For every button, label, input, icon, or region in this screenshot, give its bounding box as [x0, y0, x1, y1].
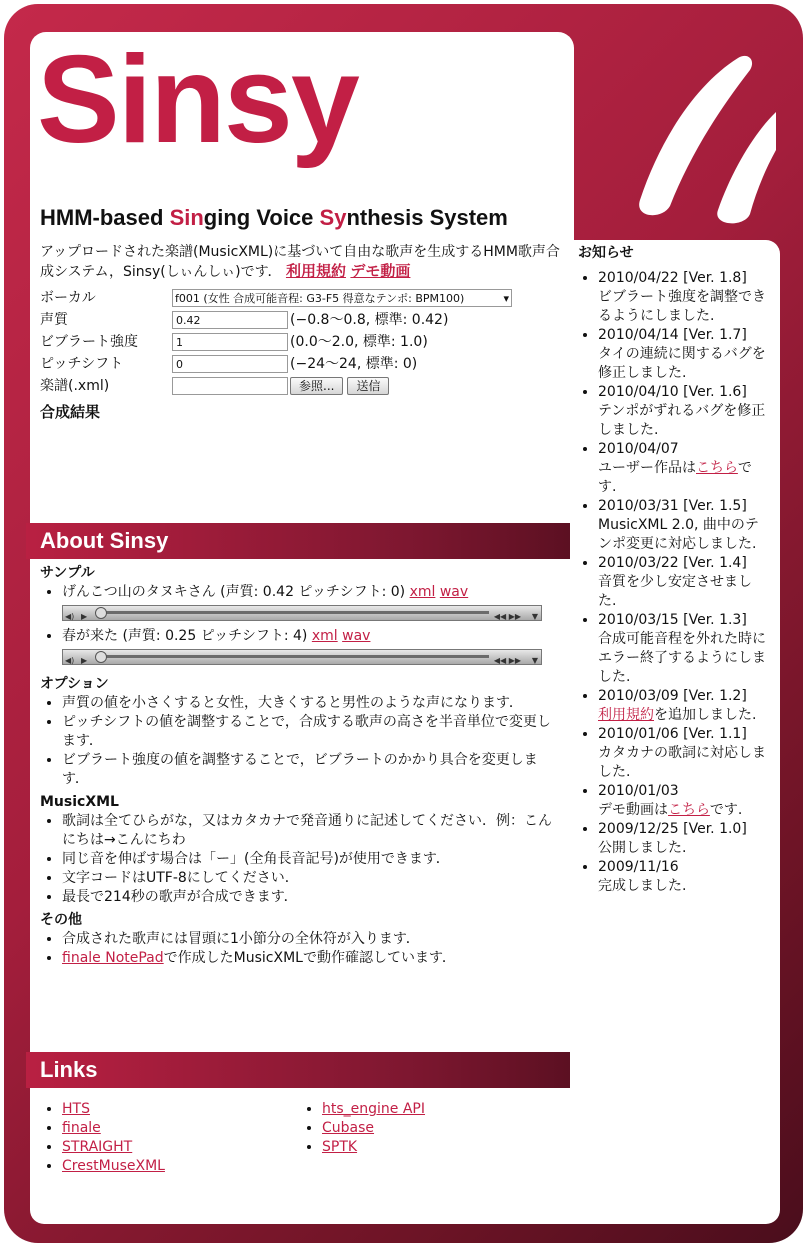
list-item: • ビブラート強度の値を調整することで，ビブラートのかかり具合を変更します．: [62, 751, 560, 789]
list-item: [322, 1119, 560, 1138]
vocal-select[interactable]: f001 (女性 合成可能音程: G3-F5 得意なテンポ: BPM100) ▾: [172, 289, 512, 307]
synthesis-form-section: [40, 243, 560, 422]
list-item: • げんこつ山のタヌキさん (声質: 0.42 ピッチシフト: 0) xml wav ◀) ▶ ◀◀ ▶▶ ▼: [62, 583, 560, 621]
list-item: • ピッチシフトの値を調整することで，合成する歌声の高さを半音単位で変更します．: [62, 713, 560, 751]
about-bar: [26, 523, 570, 559]
musicxml-list: [40, 812, 560, 907]
options-list: [40, 694, 560, 789]
sample-list: [40, 583, 560, 665]
sample-heading: サンプル: [40, 565, 95, 581]
intro-text: アップロードされた楽譜(MusicXML)に基づいて自由な歌声を生成するHMM歌声合成システム，Sinsy(しぃんしぃ)です． 利用規約 デモ動画: [40, 244, 560, 280]
pitch-label: ピッチシフト: [40, 355, 124, 372]
seek-track[interactable]: [101, 655, 489, 658]
synthesis-form: [40, 287, 512, 397]
about-section: [40, 564, 560, 968]
seek-knob[interactable]: [95, 651, 107, 663]
score-label: 楽譜(.xml): [40, 377, 110, 394]
news-list: [578, 269, 768, 896]
site-logo[interactable]: Sinsy: [37, 31, 358, 169]
news-item: • 2010/01/03 デモ動画はこちらです.: [598, 782, 768, 820]
news-item: • 2010/04/14 [Ver. 1.7] タイの連続に関するバグを修正しました.: [598, 326, 768, 383]
links-section: [40, 1100, 560, 1176]
menu-icon[interactable]: ▼: [531, 656, 538, 665]
news-item: • 2010/04/10 [Ver. 1.6] テンポがずれるバグを修正しました.: [598, 383, 768, 440]
other-list: [40, 930, 560, 968]
news-item: • 2010/03/31 [Ver. 1.5] MusicXML 2.0, 曲中のテンポ変更に対応しました.: [598, 497, 768, 554]
score-file-input[interactable]: [172, 377, 288, 395]
quality-hint: (−0.8〜0.8, 標準: 0.42): [290, 311, 449, 328]
list-item: • 声質の値を小さくすると女性，大きくすると男性のような声になります．: [62, 694, 560, 713]
cubase-link[interactable]: Cubase: [322, 1120, 375, 1136]
news-demo-link[interactable]: こちら: [668, 802, 710, 818]
finale-notepad-link[interactable]: finale NotePad: [62, 950, 164, 966]
list-item: • 文字コードはUTF-8にしてください．: [62, 869, 560, 888]
skip-icon[interactable]: ◀◀ ▶▶: [493, 612, 521, 621]
list-item: • 合成された歌声には冒頭に1小節分の全休符が入ります．: [62, 930, 560, 949]
demo-video-link[interactable]: デモ動画: [350, 262, 411, 280]
pitch-hint: (−24〜24, 標準: 0): [290, 355, 418, 372]
hts-link[interactable]: HTS: [62, 1101, 90, 1117]
list-item: [322, 1138, 560, 1157]
sample-2-wav-link[interactable]: wav: [342, 628, 371, 644]
user-works-link[interactable]: こちら: [696, 460, 738, 476]
volume-icon[interactable]: ◀): [65, 612, 75, 621]
options-heading: オプション: [40, 676, 109, 692]
vibrato-hint: (0.0〜2.0, 標準: 1.0): [290, 333, 428, 350]
browse-button[interactable]: 参照...: [290, 377, 343, 395]
list-item: • 歌詞は全てひらがな，又はカタカナで発音通りに記述してください．例：こんにちは→こんにちわ: [62, 812, 560, 850]
news-item: • 2009/11/16 完成しました.: [598, 858, 768, 896]
audio-player-2[interactable]: [62, 649, 542, 665]
terms-link[interactable]: 利用規約: [285, 262, 346, 280]
vibrato-label: ビブラート強度: [40, 333, 138, 350]
dropdown-arrow-icon: ▾: [503, 291, 509, 305]
sample-1-wav-link[interactable]: wav: [439, 584, 469, 600]
list-item: • 最長で214秒の歌声が合成できます．: [62, 888, 560, 907]
news-terms-link[interactable]: 利用規約: [598, 707, 654, 723]
links-col-2: [300, 1100, 560, 1176]
sinsy-swoosh-logo: [600, 30, 790, 230]
skip-icon[interactable]: ◀◀ ▶▶: [493, 656, 521, 665]
list-item: • 春が来た (声質: 0.25 ピッチシフト: 4) xml wav ◀) ▶ ◀◀ ▶▶ ▼: [62, 627, 560, 665]
hts-engine-link[interactable]: hts_engine API: [322, 1101, 426, 1117]
news-item: • 2010/04/22 [Ver. 1.8] ビブラート強度を調整できるようにしました.: [598, 269, 768, 326]
result-title: 合成結果: [40, 403, 101, 421]
list-item: [62, 1100, 300, 1119]
about-title: About Sinsy: [40, 528, 169, 553]
news-section: [578, 244, 768, 896]
vibrato-input[interactable]: 1: [172, 333, 288, 351]
links-title: Links: [40, 1057, 98, 1082]
news-item: • 2010/03/22 [Ver. 1.4] 音質を少し安定させました.: [598, 554, 768, 611]
play-icon[interactable]: ▶: [81, 612, 88, 621]
news-item: • 2010/03/15 [Ver. 1.3] 合成可能音程を外れた時にエラー終了するようにしました.: [598, 611, 768, 687]
vocal-label: ボーカル: [40, 289, 96, 306]
list-item: [62, 1157, 300, 1176]
submit-button[interactable]: 送信: [347, 377, 389, 395]
pitch-input[interactable]: 0: [172, 355, 288, 373]
list-item: [62, 1138, 300, 1157]
links-bar: [26, 1052, 570, 1088]
list-item: • finale NotePadで作成したMusicXMLで動作確認しています．: [62, 949, 560, 968]
play-icon[interactable]: ▶: [81, 656, 88, 665]
list-item: [322, 1100, 560, 1119]
news-title: お知らせ: [578, 245, 634, 261]
news-item: • 2010/04/07 ユーザー作品はこちらです.: [598, 440, 768, 497]
musicxml-heading: MusicXML: [40, 794, 119, 810]
other-heading: その他: [40, 912, 82, 928]
seek-track[interactable]: [101, 611, 489, 614]
quality-input[interactable]: 0.42: [172, 311, 288, 329]
news-item: • 2010/01/06 [Ver. 1.1] カタカナの歌詞に対応しました.: [598, 725, 768, 782]
news-item: • 2010/03/09 [Ver. 1.2] 利用規約を追加しました.: [598, 687, 768, 725]
list-item: • 同じ音を伸ばす場合は「ー」(全角長音記号)が使用できます．: [62, 850, 560, 869]
seek-knob[interactable]: [95, 607, 107, 619]
straight-link[interactable]: STRAIGHT: [62, 1139, 133, 1155]
quality-label: 声質: [40, 311, 68, 328]
menu-icon[interactable]: ▼: [531, 612, 538, 621]
sptk-link[interactable]: SPTK: [322, 1139, 358, 1155]
volume-icon[interactable]: ◀): [65, 656, 75, 665]
crestmusexml-link[interactable]: CrestMuseXML: [62, 1158, 165, 1174]
finale-link[interactable]: finale: [62, 1120, 101, 1136]
links-col-1: [40, 1100, 300, 1176]
list-item: [62, 1119, 300, 1138]
audio-player-1[interactable]: [62, 605, 542, 621]
site-subtitle: HMM-based Singing Voice Synthesis System: [40, 205, 508, 230]
sample-2-xml-link[interactable]: xml: [311, 628, 338, 644]
news-item: • 2009/12/25 [Ver. 1.0] 公開しました.: [598, 820, 768, 858]
sample-1-xml-link[interactable]: xml: [409, 584, 436, 600]
